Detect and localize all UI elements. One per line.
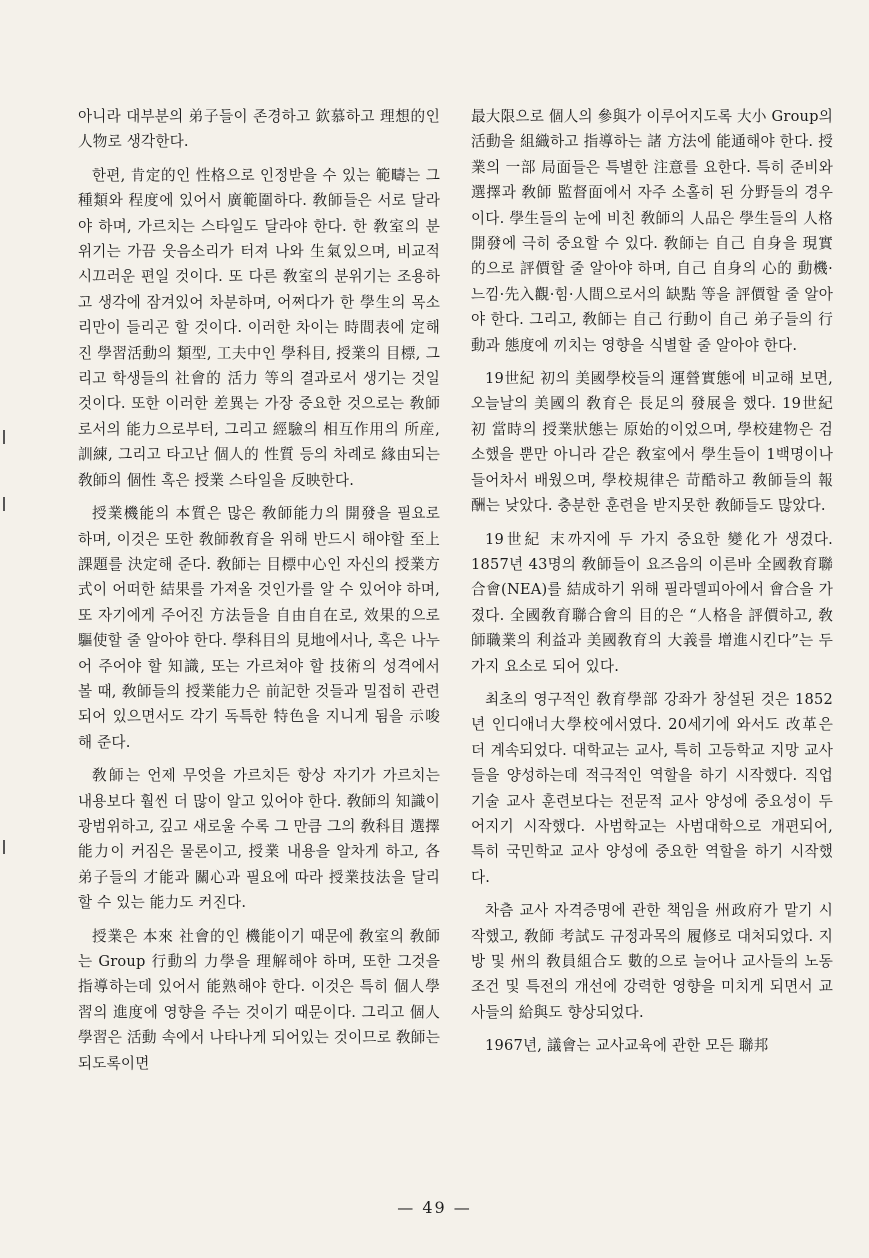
left-column [78,104,440,1084]
paragraph: 1967년, 議會는 교사교육에 관한 모든 聯邦 [485,1037,769,1055]
paragraph: 차츰 교사 자격증명에 관한 책임을 州政府가 맡기 시작했고, 敎師 考試도 규정과목의 履修로 대처되었다. 지방 및 州의 敎員組合도 數的으로 늘어나 교사들의 노동조건 및 특전의 개선에 강력한 영향을 미치게 되면서 교사들의 給與도 향상되었다. [471,902,833,1021]
paragraph: 아니라 대부분의 弟子들이 존경하고 欽慕하고 理想的인 人物로 생각한다. [78,108,440,151]
paragraph: 19世紀 初의 美國學校들의 運營實態에 비교해 보면, 오늘날의 美國의 敎育은 長足의 發展을 했다. 19世紀 初 當時의 授業狀態는 原始的이었으며, 學校建物은 검소했을 뿐만 아니라 같은 敎室에서 學生들이 1백명이나 들어차서 배웠으며, 學校規律은 苛酷하고 敎師들의 報酬는 낮았다. 충분한 훈련을 받지못한 敎師들도 많았다. [471,370,833,515]
paragraph: 授業은 本來 社會的인 機能이기 때문에 敎室의 敎師는 Group 行動의 力學을 理解해야 하며, 또한 그것을 指導하는데 있어서 能熟해야 한다. 이것은 특히 個人學習의 進度에 영향을 주는 것이기 때문이다. 그리고 個人學習은 活動 속에서 나타나게 되어있는 것이므로 敎師는 되도록이면 [78,927,440,1072]
paragraph: 19世紀 末까지에 두 가지 중요한 變化가 생겼다. 1857년 43명의 敎師들이 요즈음의 이른바 全國敎育聯合會(NEA)를 結成하기 위해 필라델피아에서 會合을 가졌다. 全國敎育聯合會의 目的은 “人格을 評價하고, 敎師職業의 利益과 美國敎育의 大義를 增進시킨다”는 두 가지 요소로 되어 있다. [471,530,833,675]
paragraph: 授業機能의 本質은 많은 敎師能力의 開發을 필요로 하며, 이것은 또한 敎師敎育을 위해 반드시 해야할 至上課題를 決定해 준다. 敎師는 目標中心인 자신의 授業方式이 어떠한 結果를 가져올 것인가를 알 수 있어야 하며, 또 자기에게 주어진 方法들을 自由自在로, 效果的으로 驅使할 줄 알아야 한다. 學科目의 見地에서나, 혹은 나누어 주어야 할 知識, 또는 가르쳐야 할 技術의 성격에서 볼 때, 敎師들의 授業能力은 前記한 것들과 밀접히 관련되어 있으면서도 각기 독특한 特色을 지니게 됨을 示唆해 준다. [78,505,440,751]
page-number: — 49 — [397,1198,472,1217]
paragraph: 최초의 영구적인 敎育學部 강좌가 창설된 것은 1852년 인디애너大學校에서였다. 20세기에 와서도 改革은 더 계속되었다. 대학교는 교사, 특히 고등학교 지망 교사들을 양성하는데 적극적인 역할을 하기 시작했다. 직업기술 교사 훈련보다는 전문적 교사 양성에 중요성이 두어지기 시작했다. 사범학교는 사범대학으로 개편되어, 특히 국민학교 교사 양성에 중요한 역할을 하기 시작했다. [471,690,833,886]
paragraph: 한편, 肯定的인 性格으로 인정받을 수 있는 範疇는 그 種類와 程度에 있어서 廣範圍하다. 敎師들은 서로 달라야 하며, 가르치는 스타일도 달라야 한다. 한 敎室의 분위기는 가끔 웃음소리가 터져 나와 生氣있으며, 비교적 시끄러운 편일 것이다. 또 다른 敎室의 분위기는 조용하고 생각에 잠겨있어 차분하며, 어쩌다가 한 學生의 목소리만이 들리곤 할 것이다. 이러한 차이는 時間表에 定해진 學習活動의 類型, 工夫中인 學科目, 授業의 目標, 그리고 학생들의 社會的 活力 等의 결과로서 생기는 것일 것이다. 또한 이러한 差異는 가장 중요한 것으로는 敎師로서의 能力으로부터, 그리고 經驗의 相互作用의 所産, 訓練, 그리고 타고난 個人的 性質 등의 차례로 緣由되는 敎師의 個性 혹은 授業 스타일을 反映한다. [78,166,440,489]
paragraph: 最大限으로 個人의 參與가 이루어지도록 大小 Group의 活動을 組織하고 指導하는 諸 方法에 能通해야 한다. 授業의 一部 局面들은 특별한 注意를 요한다. 특히 준비와 選擇과 敎師 監督面에서 자주 소홀히 된 分野들의 경우이다. 學生들의 눈에 비친 敎師의 人品은 學生들의 人格開發에 극히 중요할 수 있다. 敎師는 自己 自身을 現實的으로 評價할 줄 알아야 하며, 自己 自身의 心的 動機·느낌·先入觀·힘·人間으로서의 缺點 等을 評價할 줄 알아야 한다. 그리고, 敎師는 自己 行動이 自己 弟子들의 行動과 態度에 끼치는 영향을 식별할 줄 알아야 한다. [471,108,833,354]
margin-mark [3,430,5,444]
right-column [471,104,833,1067]
margin-mark [3,497,5,511]
margin-mark [3,840,5,854]
paragraph: 敎師는 언제 무엇을 가르치든 항상 자기가 가르치는 내용보다 훨씬 더 많이 알고 있어야 한다. 敎師의 知識이 광범위하고, 깊고 새로울 수록 그 만큼 그의 敎科目 選擇 能力이 커짐은 물론이고, 授業 내용을 알차게 하고, 各 弟子들의 才能과 關心과 필요에 따라 授業技法을 달리할 수 있는 能力도 커진다. [78,767,440,912]
